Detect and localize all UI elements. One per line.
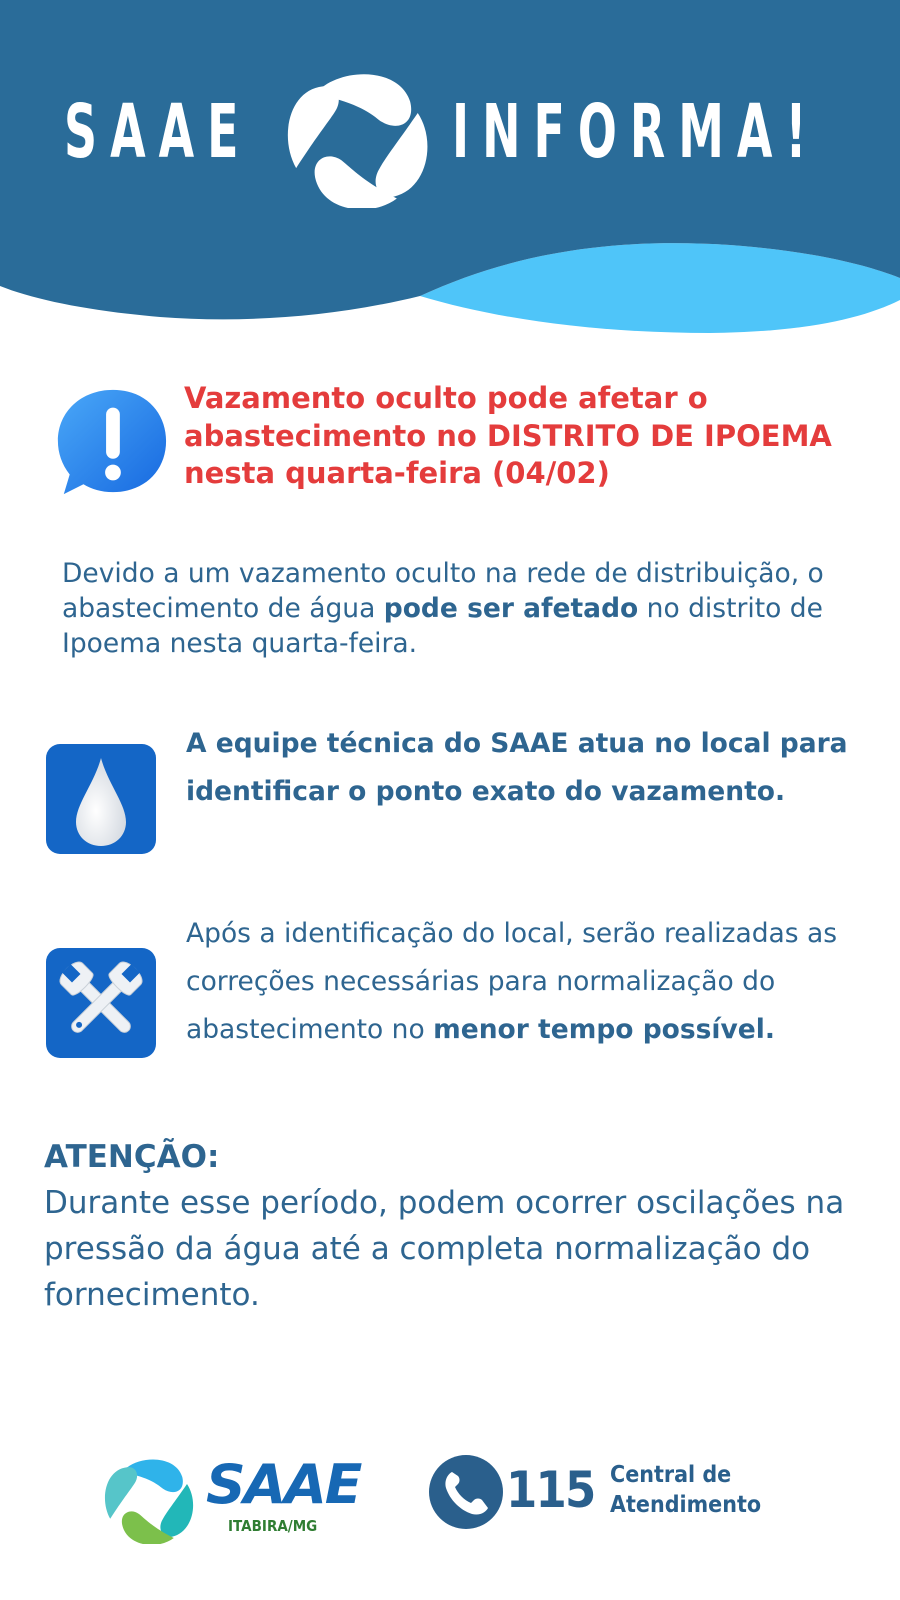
info-item-repairs-text [186, 910, 866, 1054]
repairs-text: Após a identificação do local, serão realizadas as correções necessárias para normalização do abastecimento no [186, 918, 838, 1045]
alert-headline-block [52, 381, 852, 504]
footer-city: ITABIRA/MG [228, 1517, 318, 1535]
exclamation-speech-bubble-icon [52, 384, 170, 502]
info-item-team-text: A equipe técnica do SAAE atua no local para identificar o ponto exato do vazamento. [186, 728, 848, 807]
attention-label: ATENÇÃO: [44, 1139, 220, 1175]
repairs-text-emphasis: menor tempo possível. [433, 1014, 775, 1045]
title-saae: SAAE [64, 89, 252, 175]
intro-text-emphasis: pode ser afetado [383, 593, 639, 624]
attention-text: Durante esse período, podem ocorrer oscilações na pressão da água até a completa normalização do fornecimento. [44, 1185, 845, 1313]
phone-icon [428, 1454, 504, 1530]
title-informa: INFORMA! [452, 89, 820, 175]
intro-text-end: no distrito de Ipoema nesta quarta-feira. [62, 593, 823, 659]
phone-number: 115 [506, 1461, 595, 1519]
wrench-tools-icon [46, 948, 156, 1058]
water-drop-icon [46, 744, 156, 854]
saae-color-logo-icon [100, 1448, 196, 1544]
saae-petal-logo-icon [282, 56, 430, 208]
phone-label-line1: Central de [610, 1462, 732, 1488]
header-title [0, 52, 900, 212]
attention-block [44, 1135, 864, 1318]
footer-brand: SAAE [206, 1453, 361, 1516]
phone-label-line2: Atendimento [610, 1492, 762, 1518]
intro-paragraph [62, 556, 852, 661]
footer [0, 1420, 900, 1550]
intro-text: Devido a um vazamento oculto na rede de distribuição, o abastecimento de água [62, 558, 824, 624]
phone-label [610, 1460, 761, 1520]
header-banner [0, 0, 900, 340]
alert-title: Vazamento oculto pode afetar o abastecimento no DISTRITO DE IPOEMA nesta quarta-feira (04/02) [184, 381, 832, 490]
